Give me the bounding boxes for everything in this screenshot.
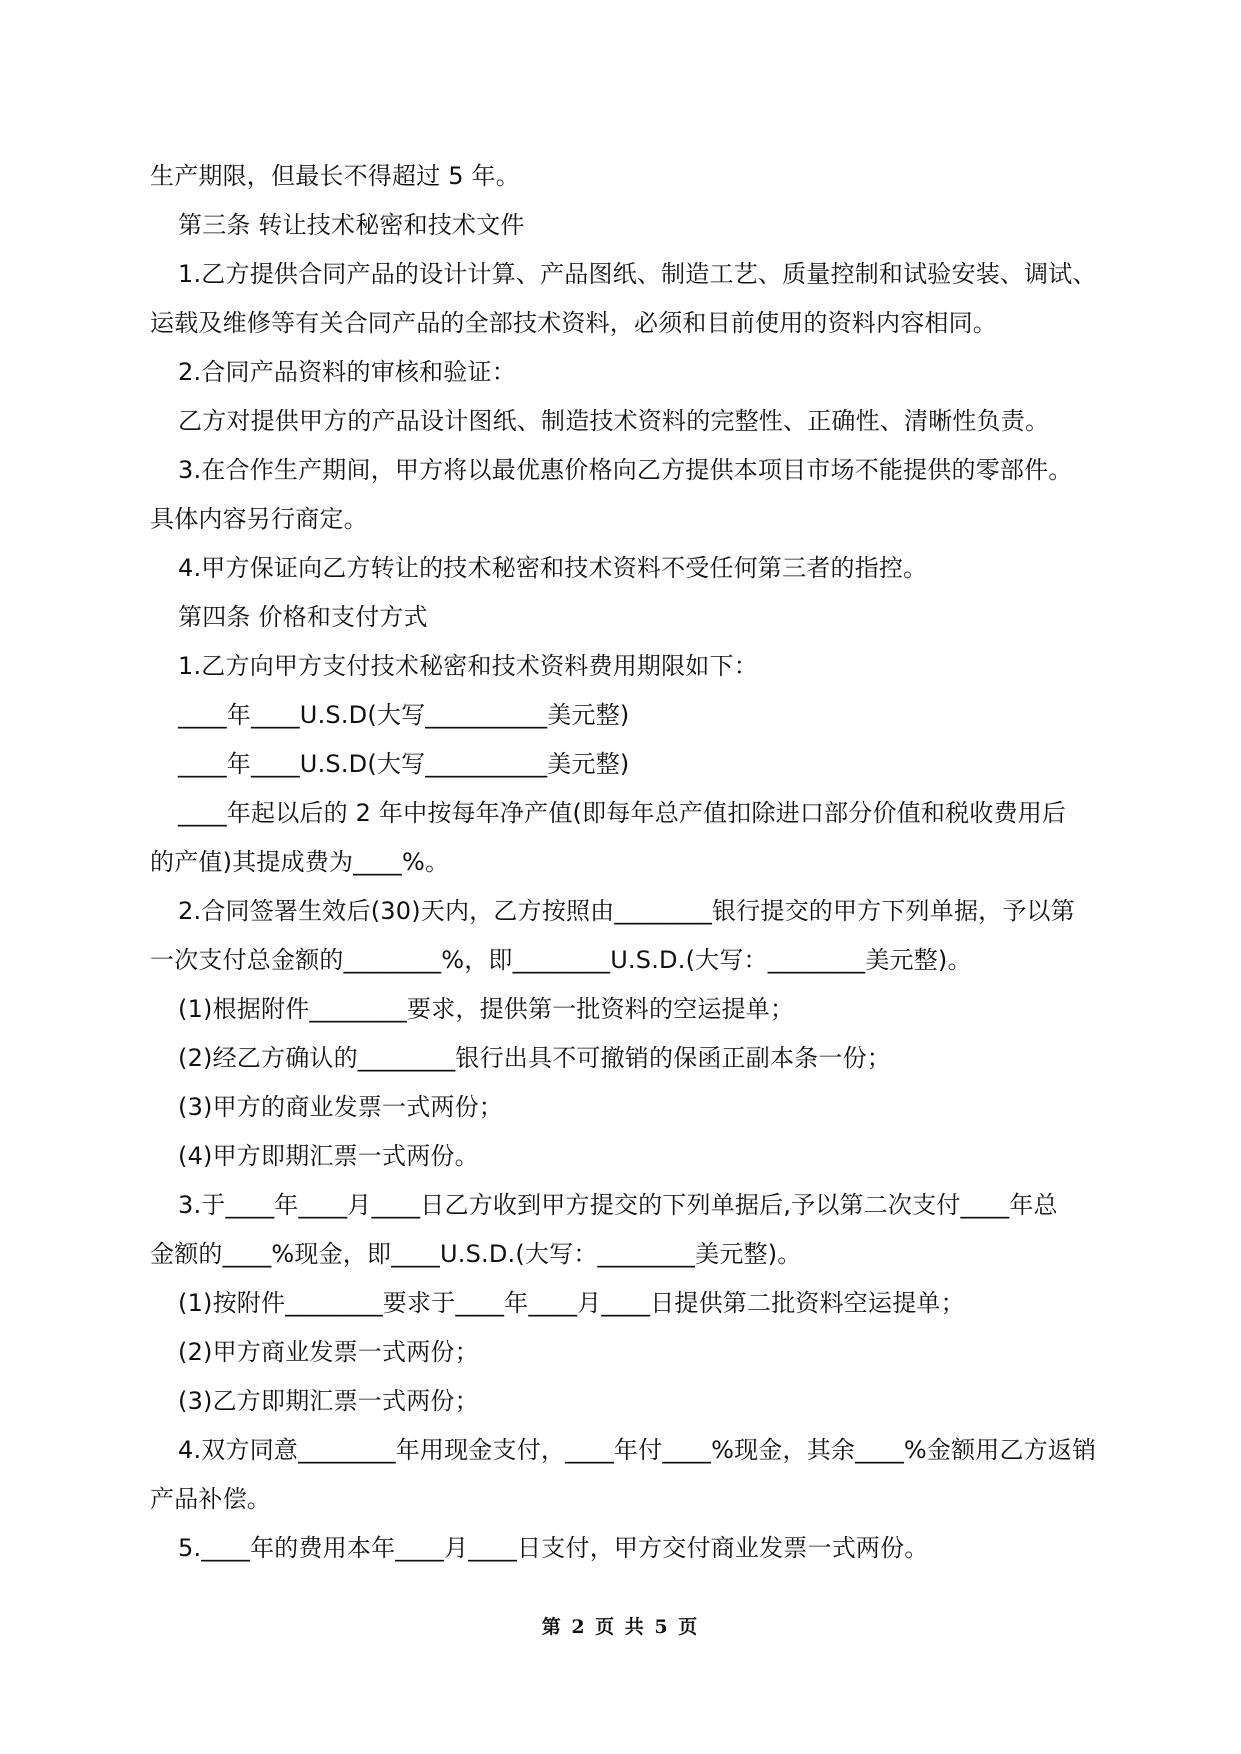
document-line: (2)甲方商业发票一式两份； bbox=[178, 1338, 479, 1366]
document-line: ____年起以后的 2 年中按每年净产值(即每年总产值扣除进口部分价值和税收费用后 bbox=[178, 799, 1067, 827]
document-line: 生产期限，但最长不得超过 5 年。 bbox=[150, 162, 520, 190]
document-line: ____年____U.S.D(大写__________美元整) bbox=[178, 701, 630, 729]
document-line: 第四条 价格和支付方式 bbox=[178, 603, 428, 631]
document-line: 5.____年的费用本年____月____日支付，甲方交付商业发票一式两份。 bbox=[178, 1534, 929, 1562]
document-line: 1.乙方提供合同产品的设计计算、产品图纸、制造工艺、质量控制和试验安装、调试、 bbox=[178, 260, 1097, 288]
document-line: 具体内容另行商定。 bbox=[150, 505, 368, 533]
document-line: (1)根据附件________要求，提供第一批资料的空运提单； bbox=[178, 995, 795, 1023]
document-line: (3)乙方即期汇票一式两份； bbox=[178, 1387, 479, 1415]
document-line: (1)按附件________要求于____年____月____日提供第二批资料空运提单； bbox=[178, 1289, 965, 1317]
document-line: 4.甲方保证向乙方转让的技术秘密和技术资料不受任何第三者的指控。 bbox=[178, 554, 928, 582]
document-line: 4.双方同意________年用现金支付，____年付____%现金，其余____%金额用乙方返销 bbox=[178, 1436, 1097, 1464]
document-line: 3.于____年____月____日乙方收到甲方提交的下列单据后,予以第二次支付____年总 bbox=[178, 1191, 1058, 1219]
document-line: 2.合同签署生效后(30)天内，乙方按照由________银行提交的甲方下列单据，予以第 bbox=[178, 897, 1075, 925]
document-line: 第三条 转让技术秘密和技术文件 bbox=[178, 211, 525, 239]
document-line: 1.乙方向甲方支付技术秘密和技术资料费用期限如下： bbox=[178, 652, 758, 680]
document-line: (3)甲方的商业发票一式两份； bbox=[178, 1093, 503, 1121]
document-line: 产品补偿。 bbox=[150, 1485, 271, 1513]
document-line: 金额的____%现金，即____U.S.D.(大写：________美元整)。 bbox=[150, 1240, 802, 1268]
document-line: 乙方对提供甲方的产品设计图纸、制造技术资料的完整性、正确性、清晰性负责。 bbox=[178, 407, 1050, 435]
document-body bbox=[150, 152, 1110, 1573]
document-line: 3.在合作生产期间，甲方将以最优惠价格向乙方提供本项目市场不能提供的零部件。 bbox=[178, 456, 1073, 484]
document-line: 的产值)其提成费为____%。 bbox=[150, 848, 450, 876]
document-line: 运载及维修等有关合同产品的全部技术资料，必须和目前使用的资料内容相同。 bbox=[150, 309, 997, 337]
document-line: ____年____U.S.D(大写__________美元整) bbox=[178, 750, 630, 778]
document-line: (4)甲方即期汇票一式两份。 bbox=[178, 1142, 479, 1170]
page-number-footer: 第 2 页 共 5 页 bbox=[541, 1616, 700, 1638]
document-line: 一次支付总金额的________%，即________U.S.D.(大写：________美元整)。 bbox=[150, 946, 972, 974]
document-line: 2.合同产品资料的审核和验证： bbox=[178, 358, 516, 386]
document-line: (2)经乙方确认的________银行出具不可撤销的保函正副本条一份； bbox=[178, 1044, 891, 1072]
